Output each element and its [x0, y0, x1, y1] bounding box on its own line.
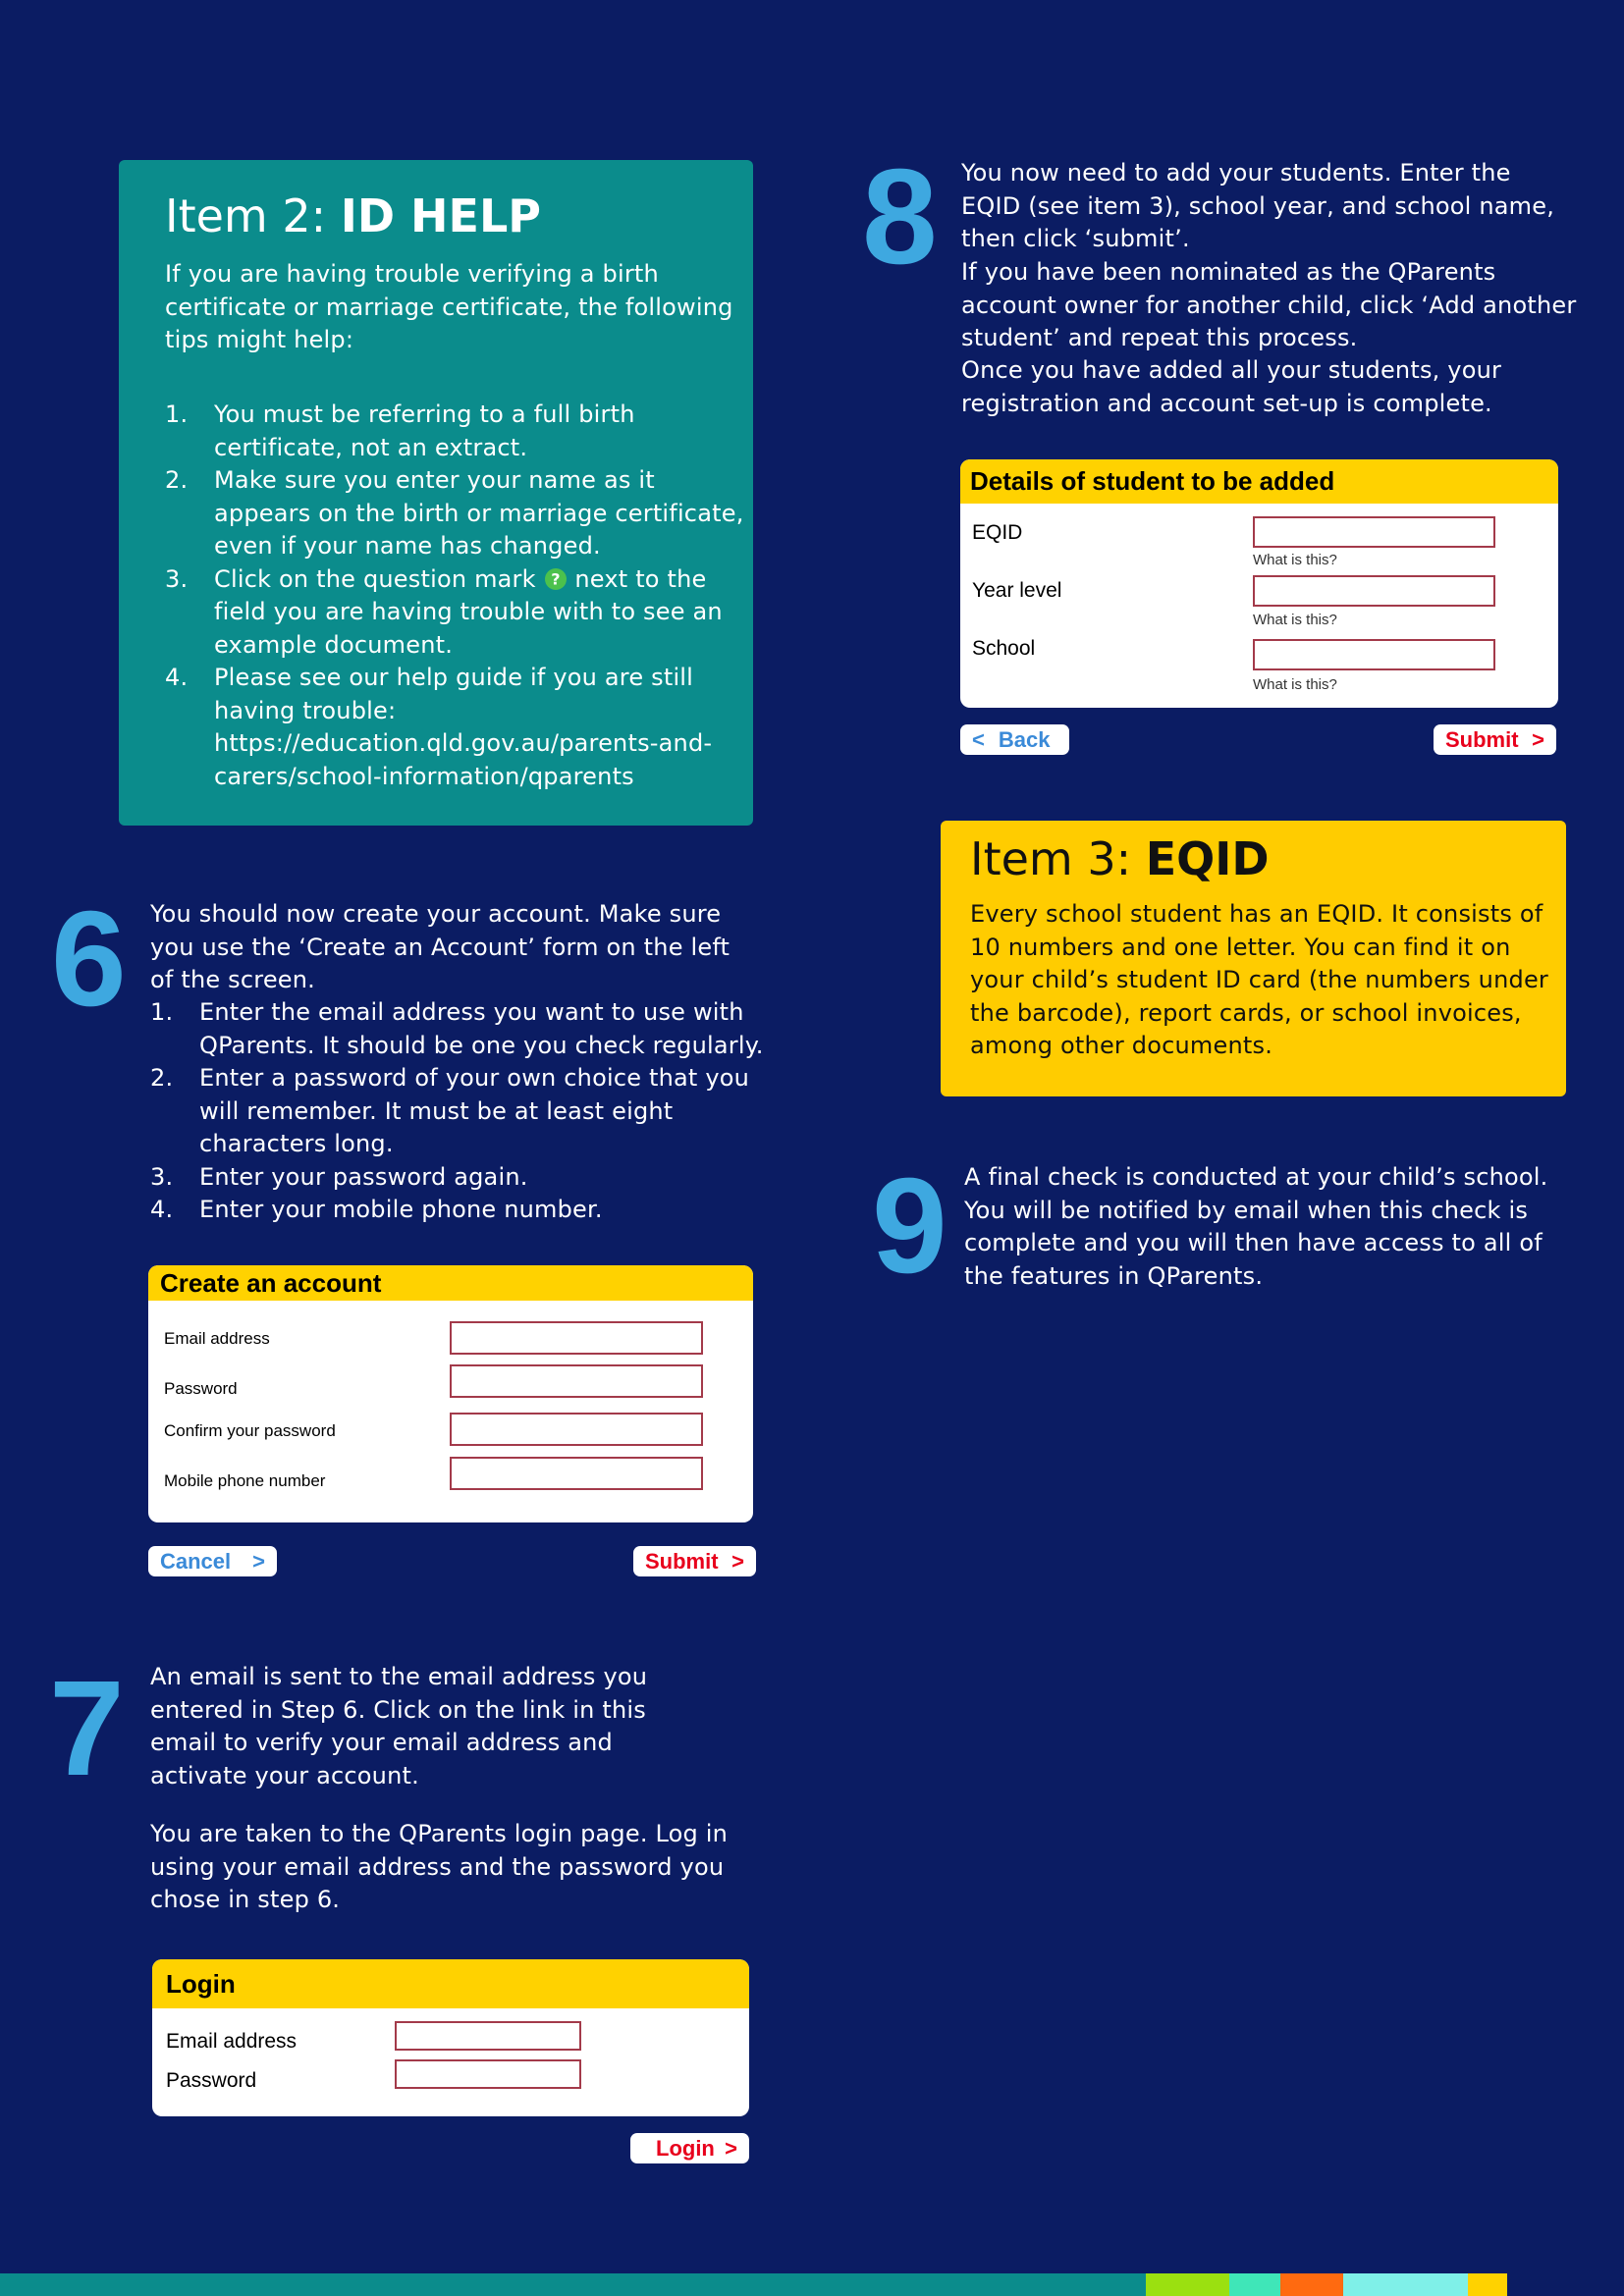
item3-eqid-box [941, 821, 1566, 1096]
school-label: School [972, 637, 1036, 660]
footer-swatch [1343, 2273, 1468, 2296]
year-level-label: Year level [972, 579, 1062, 602]
confirm-password-field[interactable] [450, 1413, 703, 1446]
student-details-form-title: Details of student to be added [960, 459, 1558, 504]
eqid-field[interactable] [1253, 516, 1495, 548]
password-field[interactable] [450, 1364, 703, 1398]
step7-para2: You are taken to the QParents login page. Log in using your email address and the password you chose in step 6. [150, 1820, 729, 1913]
list-item: 3. Click on the question mark ? next to the field you are having trouble with to see an example document. [165, 564, 723, 659]
login-password-label: Password [166, 2069, 257, 2092]
footer-swatch [1507, 2273, 1624, 2296]
item2-tips-list [165, 399, 744, 793]
student-submit-button[interactable]: Submit > [1434, 724, 1556, 755]
svg-text:?: ? [550, 569, 561, 588]
login-button[interactable]: Login > [630, 2133, 749, 2163]
year-level-help-link[interactable]: What is this? [1253, 612, 1337, 628]
password-label: Password [164, 1379, 238, 1398]
item2-id-help-box [119, 160, 753, 826]
list-item: 2. Enter a password of your own choice that you will remember. It must be at least eight characters long. [150, 1064, 750, 1157]
login-form [152, 1959, 749, 2116]
footer-swatch [1468, 2273, 1507, 2296]
step8-para1: You now need to add your students. Enter the EQID (see item 3), school year, and school name, then click ‘submit’. [961, 159, 1555, 252]
create-account-form-title: Create an account [148, 1265, 753, 1301]
step6-list [150, 996, 764, 1227]
step9-text: A final check is conducted at your child’s school. You will be notified by email when this check is complete and you will then have access to all of the features in QParents. [964, 1163, 1548, 1290]
email-field[interactable] [450, 1321, 703, 1355]
list-item: 4. Please see our help guide if you are still having trouble: https://education.qld.gov.au/parents-and-carers/school-information/qparents [165, 664, 713, 790]
eqid-help-link[interactable]: What is this? [1253, 552, 1337, 568]
back-button[interactable]: < Back [960, 724, 1069, 755]
step7-para1: An email is sent to the email address you entered in Step 6. Click on the link in this email to verify your email address and activate your account. [150, 1663, 648, 1789]
step6-intro: You should now create your account. Make sure you use the ‘Create an Account’ form on the left of the screen. [150, 900, 731, 993]
step9-number: 9 [872, 1150, 947, 1302]
step7-number: 7 [49, 1653, 125, 1804]
student-details-form [960, 459, 1558, 708]
login-password-field[interactable] [395, 2059, 581, 2089]
mobile-phone-field[interactable] [450, 1457, 703, 1490]
item3-title: Item 3: EQID [970, 832, 1270, 885]
confirm-password-label: Confirm your password [164, 1421, 336, 1440]
list-item: 3. Enter your password again. [150, 1162, 528, 1191]
cancel-button[interactable]: Cancel > [148, 1546, 277, 1576]
login-email-field[interactable] [395, 2021, 581, 2051]
login-email-label: Email address [166, 2030, 298, 2053]
create-account-form [148, 1265, 753, 1522]
step6-number: 6 [51, 883, 127, 1035]
step8-para3: Once you have added all your students, your registration and account set-up is complete. [961, 356, 1502, 417]
step8-number: 8 [862, 141, 938, 293]
list-item: 1. You must be referring to a full birth certificate, not an extract. [165, 400, 635, 461]
login-form-title: Login [152, 1959, 749, 2008]
list-item: 4. Enter your mobile phone number. [150, 1196, 603, 1223]
mobile-phone-label: Mobile phone number [164, 1471, 326, 1490]
step8-para2: If you have been nominated as the QParents account owner for another child, click ‘Add another student’ and repeat this process. [961, 258, 1577, 351]
item2-intro: If you are having trouble verifying a birth certificate or marriage certificate, the following tips might help: [165, 260, 733, 353]
question-mark-icon [544, 567, 568, 591]
create-account-submit-button[interactable]: Submit > [633, 1546, 756, 1576]
school-help-link[interactable]: What is this? [1253, 676, 1337, 693]
year-level-field[interactable] [1253, 575, 1495, 607]
email-label: Email address [164, 1329, 270, 1348]
school-field[interactable] [1253, 639, 1495, 670]
footer-swatch [1146, 2273, 1229, 2296]
list-item: 1. Enter the email address you want to use with QParents. It should be one you check regularly. [150, 998, 764, 1059]
eqid-label: EQID [972, 521, 1023, 544]
footer-swatch [1280, 2273, 1343, 2296]
footer-swatch [1229, 2273, 1280, 2296]
item2-title: Item 2: ID HELP [165, 189, 541, 242]
item3-text: Every school student has an EQID. It consists of 10 numbers and one letter. You can find it on your child’s student ID card (the numbers under the barcode), report cards, or school invoices, among other documents. [970, 900, 1548, 1059]
list-item: 2. Make sure you enter your name as it appears on the birth or marriage certificate, even if your name has changed. [165, 466, 744, 560]
